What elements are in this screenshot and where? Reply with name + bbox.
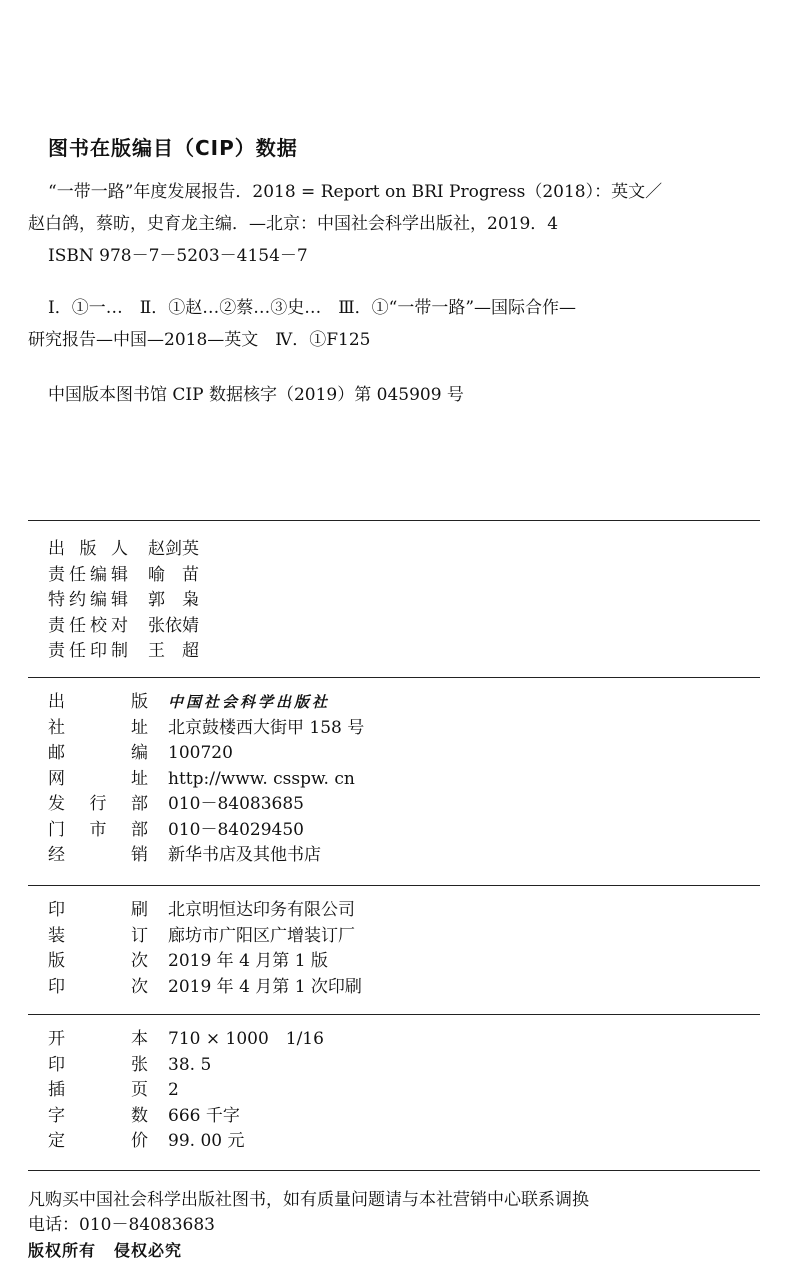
staff-row-proofreader (48, 614, 748, 640)
distribution-row (48, 792, 748, 818)
price-row (48, 1129, 748, 1155)
postcode-value: 100720 (168, 743, 233, 763)
printing-label: 版次 (48, 951, 148, 971)
divider (28, 1014, 760, 1015)
staff-row-printing-supervisor (48, 639, 748, 665)
printing-label: 装订 (48, 925, 148, 946)
cip-record (28, 176, 768, 356)
staff-label: 特约编辑 (48, 590, 128, 610)
cip-line-classification-cont: 研究报告—中国—2018—英文 Ⅳ．①F125 (28, 330, 371, 350)
spec-label: 开本 (48, 1029, 148, 1049)
spec-value: 99. 00 元 (168, 1131, 245, 1151)
spec-value: 710 × 1000 1/16 (168, 1029, 324, 1049)
cip-line-title: “一带一路”年度发展报告．2018 = Report on BRI Progress（2018）：英文／ (48, 182, 663, 202)
staff-value: 赵剑英 (148, 539, 199, 559)
staff-label: 责任印制 (48, 641, 128, 661)
divider (28, 885, 760, 886)
staff-row-special-editor (48, 588, 748, 614)
cip-data-number: 中国版本图书馆 CIP 数据核字（2019）第 045909 号 (48, 385, 464, 405)
word-count-row (48, 1104, 748, 1130)
divider (28, 1170, 760, 1171)
address-value: 北京鼓楼西大街甲 158 号 (168, 717, 365, 738)
footer (28, 1188, 589, 1263)
dealer-row (48, 843, 748, 869)
staff-value: 郭 枭 (148, 590, 199, 610)
website-label: 网址 (48, 768, 148, 789)
printing-section (48, 898, 748, 1000)
spec-value: 2 (168, 1080, 179, 1100)
printing-value: 2019 年 4 月第 1 次印刷 (168, 976, 362, 997)
retail-value: 010－84029450 (168, 819, 304, 840)
printing-label: 印刷 (48, 900, 148, 920)
staff-label: 出版人 (48, 539, 128, 559)
spec-label: 插页 (48, 1080, 148, 1100)
printing-label: 印次 (48, 976, 148, 997)
spec-value: 666 千字 (168, 1105, 240, 1126)
copyright-line (28, 1238, 589, 1263)
retail-row (48, 818, 748, 844)
postcode-row (48, 741, 748, 767)
rights-reserved: 版权所有 (28, 1241, 97, 1260)
printing-value: 北京明恒达印务有限公司 (168, 900, 355, 920)
printer-row (48, 898, 748, 924)
format-row (48, 1027, 748, 1053)
postcode-label: 邮编 (48, 743, 148, 763)
spec-value: 38. 5 (168, 1054, 212, 1075)
dealer-label: 经销 (48, 845, 148, 865)
staff-value: 王 超 (148, 641, 199, 661)
printing-value: 2019 年 4 月第 1 版 (168, 951, 328, 971)
publisher-logo (168, 690, 748, 716)
cip-title: 图书在版编目（CIP）数据 (48, 136, 298, 160)
spec-label: 印张 (48, 1054, 148, 1075)
cip-line-editors: 赵白鸽，蔡昉，史育龙主编．—北京：中国社会科学出版社，2019．4 (28, 214, 559, 234)
quality-notice: 凡购买中国社会科学出版社图书，如有质量问题请与本社营销中心联系调换 (28, 1190, 589, 1210)
distribution-label: 发行部 (48, 794, 148, 814)
staff-row-publisher (48, 537, 748, 563)
retail-label: 门市部 (48, 819, 148, 840)
sheets-row (48, 1053, 748, 1079)
staff-section (48, 537, 748, 665)
staff-row-editor (48, 563, 748, 589)
publisher-section (48, 690, 748, 869)
website-value: http://www. csspw. cn (168, 768, 355, 789)
dealer-value: 新华书店及其他书店 (168, 845, 321, 865)
edition-row (48, 949, 748, 975)
staff-label: 责任校对 (48, 615, 128, 636)
distribution-value: 010－84083685 (168, 794, 304, 814)
spec-label: 字数 (48, 1105, 148, 1126)
staff-value: 喻 苗 (148, 564, 199, 585)
inserts-row (48, 1078, 748, 1104)
divider (28, 677, 760, 678)
spec-label: 定价 (48, 1131, 148, 1151)
phone-line: 电话：010－84083683 (28, 1215, 215, 1235)
cip-line-classification: Ⅰ．①一… Ⅱ．①赵…②蔡…③史… Ⅲ．①“一带一路”—国际合作— (48, 298, 577, 318)
staff-label: 责任编辑 (48, 564, 128, 585)
printing-value: 廊坊市广阳区广增装订厂 (168, 925, 355, 946)
publisher-label: 出版 (48, 692, 148, 712)
binding-row (48, 924, 748, 950)
impression-row (48, 975, 748, 1001)
piracy-warning: 侵权必究 (114, 1241, 183, 1260)
staff-value: 张依婧 (148, 615, 199, 636)
website-row (48, 767, 748, 793)
divider (28, 520, 760, 521)
address-row (48, 716, 748, 742)
specs-section (48, 1027, 748, 1155)
publisher-logo-text: 中国社会科学出版社 (168, 693, 331, 711)
cip-line-isbn: ISBN 978－7－5203－4154－7 (48, 246, 308, 266)
address-label: 社址 (48, 717, 148, 738)
publisher-row (48, 690, 748, 716)
